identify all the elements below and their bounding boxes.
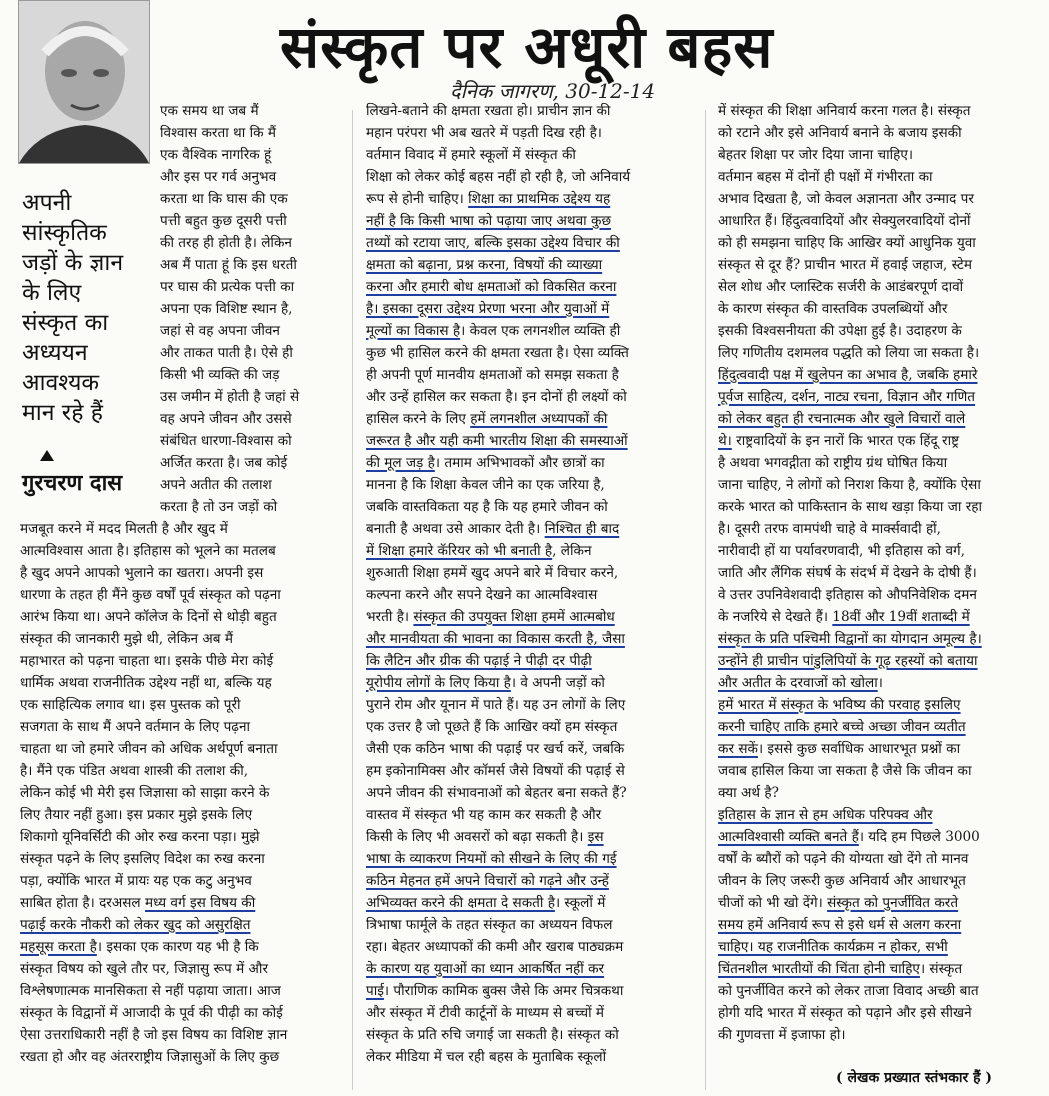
text-span: एक वैश्विक नागरिक हूं: [160, 147, 272, 163]
text-span: जवाब हासिल किया जा सकता है जैसे कि जीवन का: [718, 763, 972, 779]
text-line: [366, 782, 696, 804]
underlined-text: आत्मविश्वासी व्यक्ति बनते हैं: [718, 829, 859, 845]
text-span: किसी भी व्यक्ति की जड़: [160, 367, 280, 383]
text-span: में संस्कृत की शिक्षा अनिवार्य करना गलत है। संस्कृत: [718, 103, 971, 119]
text-span: और संस्कृत में टीवी कार्टूनों के माध्यम से बच्चों में: [366, 1005, 605, 1021]
text-line: [718, 738, 1040, 760]
underlined-text: पूर्वज साहित्य, दर्शन, नाट्य रचना, विज्ञान और गणित: [718, 389, 976, 405]
text-line: [718, 518, 1040, 540]
text-line: [20, 1046, 345, 1068]
text-line: [20, 782, 345, 804]
text-span: धार्मिक अथवा राजनीतिक उद्देश्य नहीं था, बल्कि यह: [20, 675, 272, 691]
underlined-text: शिक्षा का प्राथमिक उद्देश्य यह: [468, 191, 611, 207]
text-span: किसी के लिए भी अवसरों को बढ़ा सकती है।: [366, 829, 588, 845]
text-span: ऐसा उत्तराधिकारी नहीं है जो इस विषय का विशिष्ट ज्ञान: [20, 1027, 288, 1043]
text-line: [366, 144, 696, 166]
text-line: [366, 716, 696, 738]
text-span: हासिल करने के लिए: [366, 411, 471, 427]
text-span: करता था कि घास की एक: [160, 191, 288, 207]
text-line: [718, 672, 1040, 694]
text-line: [718, 408, 1040, 430]
text-span: राष्ट्रवादियों के इन नारों कि भारत एक हिंदू राष्ट्र: [731, 433, 960, 449]
text-span: इसकी विश्वसनीयता की उपेक्षा हुई है। उदाहरण के: [718, 323, 962, 339]
text-line: [20, 980, 345, 1002]
text-span: है। दूसरी तरफ वामपंथी चाहे वे मार्क्सवादी हों,: [718, 521, 942, 537]
text-line: [20, 804, 345, 826]
underlined-text: और मानवीयता की भावना का विकास करती है, जैसा: [366, 631, 625, 647]
text-line: [160, 232, 345, 254]
text-span: जहां से वह अपना जीवन: [160, 323, 280, 339]
underlined-text: में शिक्षा हमारे कॅरियर को भी बनाती है: [366, 543, 553, 559]
text-line: [160, 474, 345, 496]
text-span: भरती है।: [366, 609, 414, 625]
text-span: सजगता के साथ मैं अपने वर्तमान के लिए पढ़ना: [20, 719, 251, 735]
text-span: जाना चाहिए, ने लोगों को निराश किया है, क्योंकि ऐसा: [718, 477, 981, 493]
text-line: [366, 870, 696, 892]
text-span: और ताकत पाती है। ऐसे ही: [160, 345, 293, 361]
text-line: [20, 870, 345, 892]
text-line: [718, 1002, 1040, 1024]
underlined-text: चिंतनशील भारतीयों की चिंता होनी चाहिए: [718, 961, 920, 977]
text-line: [20, 518, 345, 540]
text-line: [718, 628, 1040, 650]
underlined-text: को लेकर बहुत ही रचनात्मक और खुले विचारों वाले: [718, 411, 966, 427]
text-span: ही अपनी पूर्ण मानवीय क्षमताओं को समझ सकता है: [366, 367, 619, 383]
text-span: अपने जीवन की संभावनाओं को बेहतर बना सकते हैं?: [366, 785, 627, 801]
text-span: । केवल एक लगनशील व्यक्ति ही: [460, 323, 621, 339]
text-line: [718, 254, 1040, 276]
text-line: [20, 584, 345, 606]
underlined-text: अभिव्यक्त करने की क्षमता दे सकती है: [366, 895, 555, 911]
underlined-text: की मूल जड़ है: [366, 455, 435, 471]
handwritten-date-note: दैनिक जागरण, 30-12-14: [450, 79, 656, 103]
author-note: ( लेखक प्रख्यात स्तंभकार हैं ): [836, 1070, 993, 1086]
underlined-text: नहीं है कि किसी भाषा को पढ़ाया जाए अथवा कुछ: [366, 213, 611, 229]
text-span: महान परंपरा भी अब खतरे में पड़ती दिख रही है।: [366, 125, 602, 141]
text-span: महाभारत को पढ़ना चाहता था। इसके पीछे मेरा कोई: [20, 653, 274, 669]
underlined-text: के कारण यह युवाओं का ध्यान आकर्षित नहीं कर: [366, 961, 605, 977]
text-line: [718, 760, 1040, 782]
text-span: बनाती है अथवा उसे आकार देती है।: [366, 521, 545, 537]
pull-quote-line: मान रहे हैं: [22, 400, 103, 426]
text-line: [366, 342, 696, 364]
text-line: [718, 716, 1040, 738]
text-span: संबंधित धारणा-विश्वास को: [160, 433, 292, 449]
text-span: बेहतर शिक्षा पर जोर दिया जाना चाहिए।: [718, 147, 914, 163]
text-span: अपना एक विशिष्ट स्थान है,: [160, 301, 293, 317]
text-span: चाहता था जो हमारे जीवन को अधिक अर्थपूर्ण बनाता: [20, 741, 278, 757]
underlined-text: इस: [587, 829, 604, 845]
text-line: [366, 804, 696, 826]
text-span: की तरह ही होती है। लेकिन: [160, 235, 292, 251]
underlined-text: चाहिए। यह राजनीतिक कार्यक्रम न होकर, सभी: [718, 939, 948, 955]
author-photo: [18, 0, 150, 164]
text-span: त्रिभाषा फार्मूले के तहत संस्कृत का अध्ययन विफल: [366, 917, 613, 933]
text-span: के नजरिये से देखते हैं।: [718, 609, 833, 625]
text-span: क्या अर्थ है?: [718, 785, 779, 801]
text-line: [718, 452, 1040, 474]
text-span: । संस्कृत: [919, 961, 963, 977]
text-span: ।: [877, 675, 883, 691]
text-span: संस्कृत की जानकारी मुझे थी, लेकिन अब मैं: [20, 631, 233, 647]
text-line: [718, 100, 1040, 122]
text-span: लिए तैयार नहीं हुआ। इस प्रकार मुझे इसके लिए: [20, 807, 253, 823]
pull-quote: [22, 188, 147, 438]
text-span: जैसी एक कठिन भाषा की पढ़ाई पर खर्च करें, जबकि: [366, 741, 625, 757]
text-span: । इससे कुछ सर्वाधिक आधारभूत प्रश्नों का: [757, 741, 961, 757]
text-line: [366, 1024, 696, 1046]
text-line: [718, 386, 1040, 408]
text-line: [366, 166, 696, 188]
text-span: संस्कृत पढ़ने के लिए इसलिए विदेश का रुख करना: [20, 851, 265, 867]
text-span: शुरुआती शिक्षा हममें खुद अपने बारे में विचार करने,: [366, 565, 619, 581]
pull-quote-line: संस्कृत का: [22, 310, 109, 336]
text-line: [20, 826, 345, 848]
text-span: है अथवा भगवद्गीता को राष्ट्रीय ग्रंथ घोषित किया: [718, 455, 948, 471]
text-span: साबित होता है। दरअसल: [20, 895, 145, 911]
text-span: कुछ भी हासिल करने की क्षमता रखता है। ऐसा व्यक्ति: [366, 345, 629, 361]
text-line: [366, 254, 696, 276]
text-line: [366, 320, 696, 342]
text-span: पुराने रोम और यूनान में पाते हैं। यह उन लोगों के लिए: [366, 697, 626, 713]
text-line: [366, 210, 696, 232]
text-line: [160, 254, 345, 276]
text-span: अपने अतीत की तलाश: [160, 477, 272, 493]
text-line: [366, 826, 696, 848]
text-line: [20, 914, 345, 936]
text-line: [366, 100, 696, 122]
text-line: [718, 474, 1040, 496]
text-span: अब मैं पाता हूं कि इस धरती: [160, 257, 297, 273]
text-line: [718, 210, 1040, 232]
text-span: । यदि हम पिछले 3000: [858, 829, 980, 845]
underlined-text: कर सकें: [718, 741, 758, 757]
text-span: संस्कृत के विद्वानों में आजादी के पूर्व की पीढ़ी का कोई: [20, 1005, 283, 1021]
text-line: [160, 408, 345, 430]
text-line: [718, 650, 1040, 672]
text-line: [366, 958, 696, 980]
text-line: [366, 276, 696, 298]
text-span: हम इकोनामिक्स और कॉमर्स जैसे विषयों की पढ़ाई से: [366, 763, 625, 779]
text-line: [718, 166, 1040, 188]
text-span: वर्तमान विवाद में हमारे स्कूलों में संस्कृत की: [366, 147, 576, 163]
underlined-text: मूल्यों का विकास है: [366, 323, 461, 339]
text-span: लिखने-बताने की क्षमता रखता हो। प्राचीन ज्ञान की: [366, 103, 611, 119]
text-span: मजबूत करने में मदद मिलती है और खुद में: [20, 521, 228, 537]
text-span: एक उत्तर है जो पूछते हैं कि आखिर क्यों हम संस्कृत: [366, 719, 618, 735]
text-line: [160, 276, 345, 298]
text-line: [20, 562, 345, 584]
text-line: [366, 430, 696, 452]
text-line: [366, 606, 696, 628]
text-line: [366, 760, 696, 782]
text-line: [718, 496, 1040, 518]
text-line: [366, 452, 696, 474]
text-line: [160, 100, 345, 122]
text-span: मानना है कि शिक्षा केवल जीने का एक जरिया है,: [366, 477, 605, 493]
underlined-text: 18वीं और 19वीं शताब्दी में: [832, 609, 970, 625]
text-line: [718, 540, 1040, 562]
text-span: एक साहित्यिक लगाव था। इस पुस्तक को पूरी: [20, 697, 241, 713]
text-span: आरंभ किया था। अपने कॉलेज के दिनों से थोड़ी बहुत: [20, 609, 277, 625]
text-line: [718, 584, 1040, 606]
text-span: वर्तमान बहस में दोनों ही पक्षों में गंभीरता का: [718, 169, 933, 185]
text-line: [366, 980, 696, 1002]
text-span: विश्वास करता था कि मैं: [160, 125, 276, 141]
text-line: [366, 1046, 696, 1068]
text-line: [366, 936, 696, 958]
pull-quote-line: आवश्यक: [22, 370, 100, 396]
text-line: [160, 122, 345, 144]
text-line: [718, 936, 1040, 958]
underlined-text: और अतीत के दरवाजों को खोला: [718, 675, 878, 691]
text-span: लेकर मीडिया में चल रही बहस के मुताबिक स्कूलों: [366, 1049, 607, 1065]
text-line: [20, 848, 345, 870]
text-span: उस जमीन में होती है जहां से: [160, 389, 300, 405]
text-span: कल्पना करने और सपने देखने का आत्मविश्वास: [366, 587, 598, 603]
text-line: [718, 430, 1040, 452]
text-line: [366, 672, 696, 694]
text-span: पड़ा, क्योंकि भारत में प्रायः यह एक कटु अनुभव: [20, 873, 252, 889]
text-line: [718, 144, 1040, 166]
text-line: [366, 496, 696, 518]
text-line: [366, 584, 696, 606]
text-line: [160, 166, 345, 188]
underlined-text: संस्कृत को पुनर्जीवित करते: [827, 895, 959, 911]
text-line: [20, 1002, 345, 1024]
underlined-text: भाषा के व्याकरण नियमों को सीखने के लिए की गई: [366, 851, 617, 867]
text-span: जबकि वास्तविकता यह है कि यह हमारे जीवन को: [366, 499, 608, 515]
text-span: , लेकिन: [552, 543, 592, 559]
text-line: [160, 452, 345, 474]
text-line: [718, 122, 1040, 144]
text-line: [366, 298, 696, 320]
text-line: [20, 760, 345, 782]
text-line: [20, 540, 345, 562]
text-span: संस्कृत से दूर हैं? प्राचीन भारत में हवाई जहाज, स्टेम: [718, 257, 972, 273]
text-line: [718, 606, 1040, 628]
headline: संस्कृत पर अधूरी बहस: [280, 13, 774, 81]
text-line: [366, 848, 696, 870]
text-line: [160, 298, 345, 320]
text-span: पर घास की प्रत्येक पत्ती का: [160, 279, 295, 295]
text-span: पत्ती बहुत कुछ दूसरी पत्ती: [160, 213, 287, 229]
text-span: है खुद अपने आपको भुलाने का खतरा। अपनी इस: [20, 565, 264, 581]
text-line: [718, 342, 1040, 364]
underlined-text: कि लैटिन और ग्रीक की पढ़ाई ने पीढ़ी दर पीढ़ी: [366, 653, 592, 669]
text-span: करके भारत को पाकिस्तान के साथ खड़ा किया जा रहा: [718, 499, 983, 515]
underlined-text: पाई: [366, 983, 384, 999]
underlined-text: करनी चाहिए ताकि हमारे बच्चे अच्छा जीवन व्यतीत: [718, 719, 966, 735]
text-span: और उन्हें हासिल कर सकता है। इन दोनों ही लक्ष्यों को: [366, 389, 627, 405]
text-span: धारणा के तहत ही मैंने कुछ वर्षों पूर्व संस्कृत को पढ़ना: [20, 587, 281, 603]
text-line: [366, 232, 696, 254]
underlined-text: महसूस करता है: [20, 939, 97, 955]
text-span: । इसका एक कारण यह भी है कि: [96, 939, 259, 955]
text-span: करता है तो उन जड़ों को: [160, 499, 278, 515]
pull-quote-line: सांस्कृतिक: [22, 220, 107, 246]
text-span: । स्कूलों में: [554, 895, 606, 911]
text-line: [20, 606, 345, 628]
text-span: संस्कृत के प्रति रुचि जगाई जा सकती है। संस्कृत को: [366, 1027, 619, 1043]
text-line: [160, 320, 345, 342]
pull-quote-line: के लिए: [22, 280, 82, 306]
text-line: [718, 562, 1040, 584]
text-span: वह अपने जीवन और उससे: [160, 411, 292, 427]
text-line: [718, 980, 1040, 1002]
text-span: और इस पर गर्व अनुभव: [160, 169, 277, 185]
text-span: रहा। बेहतर अध्यापकों की कमी और खराब पाठ्यक्रम: [366, 939, 624, 955]
underlined-text: क्षमता को बढ़ाना, प्रश्न करना, विषयों की व्याख्या: [366, 257, 603, 273]
text-line: [718, 364, 1040, 386]
text-span: । पौराणिक कामिक बुक्स जैसे कि अमर चित्रकथा: [383, 983, 624, 999]
text-line: [160, 430, 345, 452]
text-line: [718, 914, 1040, 936]
text-line: [20, 694, 345, 716]
text-span: । तमाम अभिभावकों और छात्रों का: [434, 455, 605, 471]
underlined-text: हिंदुत्ववादी पक्ष में खुलेपन का अभाव है, जबकि हमारे: [718, 367, 978, 383]
text-line: [366, 914, 696, 936]
underlined-text: यूरोपीय लोगों के लिए किया है: [366, 675, 511, 691]
text-line: [366, 562, 696, 584]
text-line: [366, 892, 696, 914]
text-line: [20, 958, 345, 980]
text-line: [366, 518, 696, 540]
text-line: [20, 936, 345, 958]
author-byline: गुरचरण दास: [22, 471, 123, 496]
triangle-icon: [40, 450, 54, 461]
text-line: [718, 782, 1040, 804]
text-line: [718, 958, 1040, 980]
text-span: को रटाने और इसे अनिवार्य बनाने के बजाय इसकी: [718, 125, 962, 141]
text-span: लिए गणितीय दशमलव पद्धति को लिया जा सकता है।: [718, 345, 980, 361]
pull-quote-line: अध्ययन: [22, 340, 88, 366]
text-line: [20, 716, 345, 738]
text-line: [20, 628, 345, 650]
text-line: [718, 276, 1040, 298]
text-span: अभाव दिखता है, जो केवल अज्ञानता और उन्माद पर: [718, 191, 974, 207]
text-span: चीजों को भी खो देंगे।: [718, 895, 828, 911]
text-span: रूप से होनी चाहिए।: [366, 191, 469, 207]
text-span: । वे अपनी जड़ों को: [510, 675, 605, 691]
text-span: नारीवादी हों या पर्यावरणवादी, भी इतिहास को वर्ग,: [718, 543, 966, 559]
text-span: होगी यदि भारत में संस्कृत को पढ़ाने और इसे सीखने: [718, 1005, 972, 1021]
text-line: [160, 144, 345, 166]
text-line: [718, 804, 1040, 826]
text-line: [718, 870, 1040, 892]
text-span: के कारण संस्कृत की वास्तविक उपलब्धियों और: [718, 301, 948, 317]
text-span: शिक्षा को लेकर कोई बहस नहीं हो रही है, जो अनिवार्य: [366, 169, 631, 185]
underlined-text: समय हमें अनिवार्य रूप से इसे धर्म से अलग करना: [718, 917, 962, 933]
text-line: [718, 188, 1040, 210]
text-line: [366, 474, 696, 496]
text-span: विश्लेषणात्मक मानसिकता से नहीं पढ़ाया जाता। आज: [20, 983, 281, 999]
underlined-text: निश्चित ही बाद: [544, 521, 620, 537]
column-divider: [352, 110, 353, 1090]
text-line: [20, 650, 345, 672]
text-line: [718, 848, 1040, 870]
text-line: [160, 188, 345, 210]
underlined-text: हमें लगनशील अध्यापकों की: [470, 411, 608, 427]
text-span: लेकिन कोई भी मेरी इस जिज्ञासा को साझा करने के: [20, 785, 270, 801]
text-line: [718, 826, 1040, 848]
pull-quote-line: जड़ों के ज्ञान: [22, 250, 124, 276]
text-line: [366, 408, 696, 430]
text-line: [366, 386, 696, 408]
text-line: [20, 892, 345, 914]
text-span: वे उत्तर उपनिवेशवादी इतिहास को औपनिवेशिक दमन: [718, 587, 977, 603]
underlined-text: तथ्यों को रटाया जाए, बल्कि इसका उद्देश्य विचार की: [366, 235, 620, 251]
text-line: [718, 892, 1040, 914]
pull-quote-line: अपनी: [22, 190, 72, 216]
text-line: [718, 232, 1040, 254]
text-line: [366, 738, 696, 760]
text-line: [718, 1024, 1040, 1046]
text-span: को ही समझना चाहिए कि आखिर क्यों आधुनिक युवा: [718, 235, 976, 251]
text-line: [718, 298, 1040, 320]
column-divider: [705, 110, 706, 1090]
text-span: रखता हो और वह अंतरराष्ट्रीय जिज्ञासुओं के लिए कुछ: [20, 1049, 280, 1065]
underlined-text: करना और हमारी बोध क्षमताओं को विकसित करना: [366, 279, 617, 295]
text-span: एक समय था जब मैं: [160, 103, 259, 119]
text-span: आधारित हैं। हिंदुत्ववादियों और सेक्युलरवादियों दोनों: [718, 213, 971, 229]
underlined-text: थे।: [718, 433, 732, 449]
underlined-text: संस्कृत की उपयुक्त शिक्षा हममें आत्मबोध: [413, 609, 615, 625]
text-line: [160, 342, 345, 364]
underlined-text: संस्कृत के प्रति पश्चिमी विद्वानों का योगदान अमूल्य है।: [718, 631, 982, 647]
text-line: [718, 320, 1040, 342]
text-line: [366, 188, 696, 210]
text-span: जीवन के लिए जरूरी कुछ अनिवार्य और आधारभूत: [718, 873, 966, 889]
underlined-text: जरूरत है और यही कमी भारतीय शिक्षा की समस्याओं: [366, 433, 628, 449]
text-line: [160, 386, 345, 408]
text-line: [366, 1002, 696, 1024]
text-span: सेल शोध और प्लास्टिक सर्जरी के आडंबरपूर्ण दावों: [718, 279, 964, 295]
text-span: है। मैंने एक पंडित अथवा शास्त्री की तलाश की,: [20, 763, 249, 779]
underlined-text: पढ़ाई करके नौकरी को लेकर खुद को असुरक्षित: [20, 917, 251, 933]
text-line: [366, 628, 696, 650]
underlined-text: इतिहास के ज्ञान से हम अधिक परिपक्व और: [718, 807, 933, 823]
text-span: जाति और लैंगिक संघर्ष के संदर्भ में देखने के दोषी हैं।: [718, 565, 977, 581]
text-span: शिकागो यूनिवर्सिटी की ओर रुख करना पड़ा। मुझे: [20, 829, 260, 845]
text-span: को पुनर्जीवित करने को लेकर ताजा विवाद अच्छी बात: [718, 983, 979, 999]
text-span: आत्मविश्वास आता है। इतिहास को भूलने का मतलब: [20, 543, 276, 559]
text-line: [160, 364, 345, 386]
text-line: [366, 540, 696, 562]
text-line: [20, 738, 345, 760]
text-line: [366, 694, 696, 716]
underlined-text: उन्होंने ही प्राचीन पांडुलिपियों के गूढ़ रहस्यों को बताया: [718, 653, 978, 669]
text-line: [160, 496, 345, 518]
text-span: अर्जित करता है। जब कोई: [160, 455, 288, 471]
text-line: [20, 672, 345, 694]
underlined-text: है। इसका दूसरा उद्देश्य प्रेरणा भरना और युवाओं में: [366, 301, 610, 317]
underlined-text: मध्य वर्ग इस विषय की: [144, 895, 256, 911]
text-span: संस्कृत विषय को खुले तौर पर, जिज्ञासु रूप में और: [20, 961, 269, 977]
text-span: वर्षों के ब्यौरों को पढ़ने की योग्यता खो देंगे तो मानव: [718, 851, 969, 867]
text-span: वास्तव में संस्कृत भी यह काम कर सकती है और: [366, 807, 602, 823]
text-line: [160, 210, 345, 232]
text-line: [366, 650, 696, 672]
text-line: [20, 1024, 345, 1046]
text-line: [718, 694, 1040, 716]
text-line: [366, 122, 696, 144]
text-span: की गुणवत्ता में इजाफा हो।: [718, 1027, 846, 1043]
underlined-text: हमें भारत में संस्कृत के भविष्य की परवाह इसलिए: [718, 697, 961, 713]
text-line: [366, 364, 696, 386]
underlined-text: कठिन मेहनत हमें अपने विचारों को गढ़ने और उन्हें: [366, 873, 609, 889]
